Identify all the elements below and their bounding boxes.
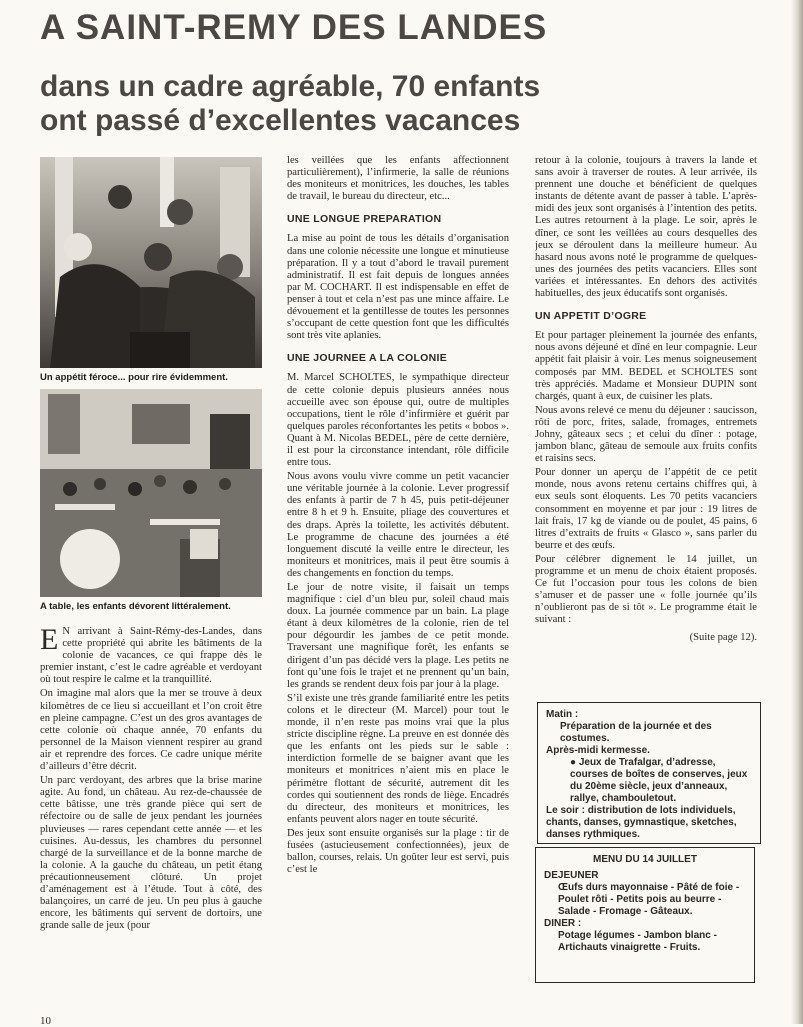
section-journee-paragraph-1: M. Marcel SCHOLTES, le sympathique directeur de cette colonie depuis plusieurs années nous accueille avec son épouse qui, outre de multiples occupations, tient le rôle d’infirmière et guérit par quelques paroles réconfortantes les petits « bobos ». Quant à M. Nicolas BEDEL, père de cette dernière, il est pour la circonstance intendant, rôle difficile entre tous. bbox=[287, 372, 509, 469]
diner-label: DINER : bbox=[544, 918, 582, 929]
menu-title: MENU DU 14 JUILLET bbox=[593, 854, 697, 865]
column-3 bbox=[535, 155, 757, 697]
section-journee-paragraph-4: S’il existe une très grande familiarité entre les petits colons et le directeur (M. Marcel) pour tout le monde, il n’en reste pas moins vrai que la plus stricte discipline règne. La preuve en est donnée dès que les enfants ont les pieds sur le sable : interdiction formelle de se baigner avant que les moniteurs et monitrices n’aient mis en place le périmètre flottant de sécurité, autrement dit les cordes qui soutiennent des ronds de liège. Encadrés du directeur, des moniteurs et monitrices, les enfants peuvent alors nager en toute sécurité. bbox=[287, 692, 509, 825]
subtitle-line-2: ont passé d’excellentes vacances bbox=[40, 104, 521, 137]
photo-dining-hall bbox=[40, 389, 262, 597]
photo-2-caption: A table, les enfants dévorent littéralement. bbox=[40, 601, 231, 612]
appetit-paragraph-4: Pour célébrer dignement le 14 juillet, un programme et un menu de choix étaient proposés. Ce fut l’occasion pour tous les colons de bien s’amuser et de passer une « folle journée qu’ils n’oublieront pas de si tôt ». Le programme était le suivant : bbox=[535, 553, 757, 626]
programme-box bbox=[537, 702, 761, 844]
photo-dining-hall-image bbox=[40, 389, 262, 597]
menu-box bbox=[535, 847, 755, 983]
matin-text: Préparation de la journée et des costumes. bbox=[560, 721, 712, 744]
subtitle-line-1: dans un cadre agréable, 70 enfants bbox=[40, 70, 541, 103]
column-1-paragraph-3: Un parc verdoyant, des arbres que la brise marine agite. Au fond, un château. Au rez-de-chaussée de cette bâtisse, une très grande pièce qui sert de réfectoire ou de salle de jeux pendant les journées pluvieuses — rares cependant cette année — et les cuisines. Au-dessus, les chambres du personnel chargé de la surveillance et de la bonne marche de la colonie. A la gauche du château, un petit étang précautionneusement clôturé. Un projet d’aménagement est à l’étude. Tout à côté, des balançoires, un carré de jeu. Un peu plus à gauche encore, les bâtiments qui servent de dortoirs, une grande salle de jeux (pour bbox=[40, 775, 262, 932]
appetit-paragraph-1: Et pour partager pleinement la journée des enfants, nous avons déjeuné et dîné en leur compagnie. Leur appétit fait plaisir à voir. Les menus soigneusement composés par MM. BEDEL et SCHOLTES sont très appréciés. Madame et Monsieur DUPIN sont chargés, quant à eux, de cuisiner les plats. bbox=[535, 330, 757, 402]
dejeuner-label: DEJEUNER bbox=[544, 870, 599, 881]
photo-children-eating-image bbox=[40, 157, 262, 368]
apres-midi-text: ● Jeux de Trafalgar, d’adresse, courses de boîtes de conserves, jeux du 20ème siècle, jeux d’anneaux, rallye, chambouletout. bbox=[570, 757, 748, 804]
appetit-paragraph-2: Nous avons relevé ce menu du déjeuner : saucisson, rôti de porc, frites, salade, fromages, entremets Johny, gâteaux secs ; et celui du dîner : potage, jambon blanc, gâteau de semoule aux fruits confits et raisins secs. bbox=[535, 404, 757, 465]
article-subtitle bbox=[40, 70, 640, 138]
column-1-paragraph-2: On imagine mal alors que la mer se trouve à deux kilomètres de ce lieu si accueillant et l’on croit être en pleine campagne. C’est un des gros avantages de cette colonie où chaque année, 70 enfants du personnel de la Maison viennent respirer au grand air et reprendre des forces. Ce cadre unique mérite d’ailleurs d’être décrit. bbox=[40, 688, 262, 773]
section-journee-paragraph-3: Le jour de notre visite, il faisait un temps magnifique : ciel d’un bleu pur, soleil chaud mais doux. La journée commence par un bain. La plage étant à deux kilomètres de la colonie, rien de tel pour dégourdir les jambes de ce petit monde. Traversant une magnifique forêt, les enfants se dirigent d’un pas décidé vers la plage. Les petits ne font qu’une fois le trajet et ne prennent qu’un bain, les grands se rendent deux fois par jour à la plage. bbox=[287, 582, 509, 690]
apres-midi-label: Après-midi kermesse. bbox=[546, 745, 650, 756]
column-1 bbox=[40, 626, 262, 1006]
column-2 bbox=[287, 155, 509, 1006]
page-number: 10 bbox=[40, 1015, 51, 1027]
dejeuner-text: Œufs durs mayonnaise - Pâté de foie - Poulet rôti - Petits pois au beurre - Salade - Fromage - Gâteaux. bbox=[558, 882, 740, 917]
appetit-paragraph-3: Pour donner un aperçu de l’appétit de ce petit monde, nous avons retenu certains chiffres qui, à eux seuls sont éloquents. Les 70 petits vacanciers consomment en moyenne et par jour : 19 litres de lait frais, 17 kg de viande ou de poulet, 45 pains, 6 litres d’extraits de fruits « Glasco », sans parler du beurre et des œufs. bbox=[535, 467, 757, 551]
section-preparation-text: La mise au point de tous les détails d’organisation dans une colonie nécessite une longue et minutieuse préparation. Il y a tout d’abord le travail purement administratif. Il est fait depuis de longues années par M. COCHART. Il est indispensable en effet de penser à tout et cela n’est pas une mince affaire. Le dévouement et la gentillesse de toutes les personnes s’occupant de cette question font que les difficultés sont très vite aplanies. bbox=[287, 233, 509, 342]
column-3-intro: retour à la colonie, toujours à travers la lande et sans avoir à traverser de routes. A leur arrivée, ils prennent une douche et bénéficient de quelques instants de détente avant de passer à table. L’après-midi des jeux sont organisés à l’intention des petits. Les autres retournent à la plage. Le soir, après le dîner, ce sont les veillées au cours desquelles des jeux se déroulent dans la meilleure humeur. Au hasard nous avons noté le programme de quelques-unes des journées des petits vacanciers. Elles sont variées et intéressantes. En dehors des activités habituelles, des jeux éducatifs sont organisés. bbox=[535, 155, 757, 300]
section-journee-paragraph-2: Nous avons voulu vivre comme un petit vacancier une véritable journée à la colonie. Lever progressif des enfants à partir de 7 h 45, puis petit-déjeuner entre 8 h et 9 h. Ensuite, pliage des couvertures et des draps. Après la toilette, les activités débutent. Le programme de chacune des journées a été longuement discuté la veille entre le directeur, les moniteurs et monitrices, mais il peut être soumis à des changements en fonction du temps. bbox=[287, 471, 509, 579]
soir-line: Le soir : distribution de lots individuels, chants, danses, gymnastique, sketches, danses rythmiques. bbox=[546, 805, 737, 840]
photo-1-caption: Un appétit féroce... pour rire évidemment. bbox=[40, 372, 228, 383]
continued-note: (Suite page 12). bbox=[689, 632, 757, 644]
heading-journee-colonie: UNE JOURNEE A LA COLONIE bbox=[287, 352, 448, 365]
diner-text: Potage légumes - Jambon blanc - Artichauts vinaigrette - Fruits. bbox=[558, 930, 717, 953]
photo-children-eating bbox=[40, 157, 262, 368]
heading-appetit-ogre: UN APPETIT D’OGRE bbox=[535, 310, 647, 323]
column-1-paragraph-1: E N arrivant à Saint-Rémy-des-Landes, dans cette propriété qui abrite les bâtiments de la colonie de vacances, ce qui frappe dès le premier instant, c’est le cadre agréable et verdoyant où tout respire le calme et la tranquillité. bbox=[40, 626, 262, 686]
section-journee-paragraph-5: Des jeux sont ensuite organisés sur la plage : tir de fusées (astucieusement confectionnées), jeux de ballon, courses, relais. Un goûter leur est servi, puis c’est le bbox=[287, 827, 509, 876]
drop-cap: E bbox=[40, 626, 59, 656]
matin-label: Matin : bbox=[546, 709, 579, 720]
heading-longue-preparation: UNE LONGUE PREPARATION bbox=[287, 213, 442, 226]
page-spine-shadow bbox=[791, 0, 803, 1024]
column-2-intro: les veillées que les enfants affectionnent particulièrement), l’infirmerie, la salle de réunions des moniteurs et monitrices, les douches, les tables de travail, le bureau du directeur, etc... bbox=[287, 155, 509, 203]
article-title: A SAINT-REMY DES LANDES bbox=[40, 8, 548, 47]
